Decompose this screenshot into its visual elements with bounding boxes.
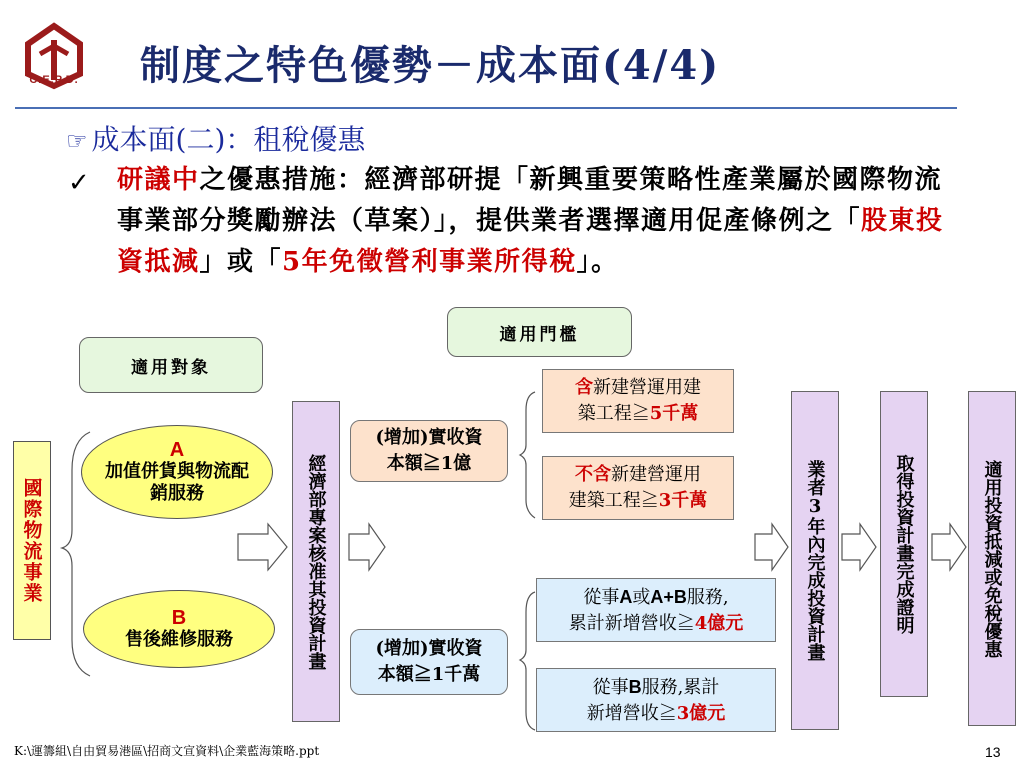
page-number: 13 bbox=[985, 744, 1001, 760]
cond1-amount: 5千萬 bbox=[649, 403, 699, 424]
cond3-amount: 4億元 bbox=[694, 612, 744, 634]
cond3-t1: 從事 bbox=[583, 586, 620, 608]
condition-service-ab bbox=[536, 578, 776, 642]
cond4-b: B bbox=[628, 676, 642, 697]
condition-service-b bbox=[536, 668, 776, 732]
cond2-text1: 新建營運用 bbox=[611, 464, 701, 485]
capital-10m-box bbox=[350, 629, 508, 695]
completion-certificate-box: 取得投資計畫完成證明 bbox=[880, 391, 928, 697]
service-b-oval bbox=[83, 590, 275, 668]
bullet-text-2: 」或「 bbox=[199, 247, 283, 277]
complete-investment-box: 業者3年內完成投資計畫 bbox=[791, 391, 839, 730]
capital-1yi-box bbox=[350, 420, 508, 482]
logo-caption: C.E.P.D. bbox=[29, 74, 79, 86]
capital-1yi-line1: (增加)實收資 bbox=[375, 427, 483, 448]
bullet-text-1: 之優惠措施：經濟部研提「新興重要策略性產業屬於國際物流事業部分獎勵辦法（草案）」，提供業者選擇適用促產條例之「 bbox=[117, 165, 943, 236]
condition-without-construction bbox=[542, 456, 734, 520]
capital-1yi-line2: 本額≧1億 bbox=[386, 453, 472, 474]
service-b-text: 售後維修服務 bbox=[125, 629, 233, 650]
footer-path: K:\運籌組\自由貿易港區\招商文宣資料\企業藍海策略.ppt bbox=[14, 744, 320, 758]
cond4-t3: 新增營收≧ bbox=[586, 702, 677, 724]
arrow-5 bbox=[932, 524, 966, 570]
service-b-letter: B bbox=[171, 607, 187, 629]
cond1-prefix: 含 bbox=[575, 377, 593, 398]
threshold-label: 適用門檻 bbox=[447, 307, 632, 357]
cond3-a: A bbox=[619, 586, 633, 607]
tax-benefit-box: 適用投資抵減或免稅優惠 bbox=[968, 391, 1016, 726]
arrow-2 bbox=[349, 524, 385, 570]
service-a-letter: A bbox=[169, 439, 185, 461]
cond2-prefix: 不含 bbox=[575, 464, 611, 485]
cond3-ab: A+B bbox=[650, 586, 687, 607]
bullet-option-1: 股東投資抵減 bbox=[117, 206, 944, 277]
arrow-1 bbox=[238, 524, 287, 570]
arrow-3 bbox=[755, 524, 788, 570]
cond3-t2: 服務, bbox=[686, 586, 729, 608]
cond4-t2: 服務,累計 bbox=[641, 676, 720, 698]
service-a-text: 加值併貨與物流配銷服務 bbox=[105, 461, 249, 504]
target-label: 適用對象 bbox=[79, 337, 263, 393]
cond4-t1: 從事 bbox=[592, 676, 629, 698]
page-title: 制度之特色優勢－成本面(4/4) bbox=[140, 42, 721, 89]
cond3-or: 或 bbox=[632, 586, 651, 608]
intl-logistics-box: 國際物流事業 bbox=[13, 441, 51, 640]
cond3-t3: 累計新增營收≧ bbox=[568, 612, 695, 634]
cond1-text2: 築工程≧ bbox=[577, 403, 650, 424]
pointing-hand-icon: ☞ bbox=[66, 127, 88, 155]
cond1-text1: 新建營運用建 bbox=[593, 377, 701, 398]
cond2-amount: 3千萬 bbox=[658, 490, 708, 511]
bullet-option-2: 5年免徵營利事業所得稅 bbox=[282, 247, 577, 277]
arrow-4 bbox=[842, 524, 876, 570]
cond4-amount: 3億元 bbox=[676, 702, 726, 724]
capital-10m-line2: 本額≧1千萬 bbox=[377, 664, 481, 685]
cond2-text2: 建築工程≧ bbox=[568, 490, 659, 511]
capital-10m-line1: (增加)實收資 bbox=[375, 638, 483, 659]
bullet-highlight: 研議中 bbox=[117, 165, 200, 195]
service-a-oval bbox=[81, 425, 273, 519]
moea-approval-box: 經濟部專案核准其投資計畫 bbox=[292, 401, 340, 722]
checkmark-icon: ✓ bbox=[68, 168, 90, 198]
condition-with-construction bbox=[542, 369, 734, 433]
bullet-text-3: 」。 bbox=[576, 247, 619, 277]
subheading-text: 成本面(二)：租稅優惠 bbox=[91, 123, 366, 156]
